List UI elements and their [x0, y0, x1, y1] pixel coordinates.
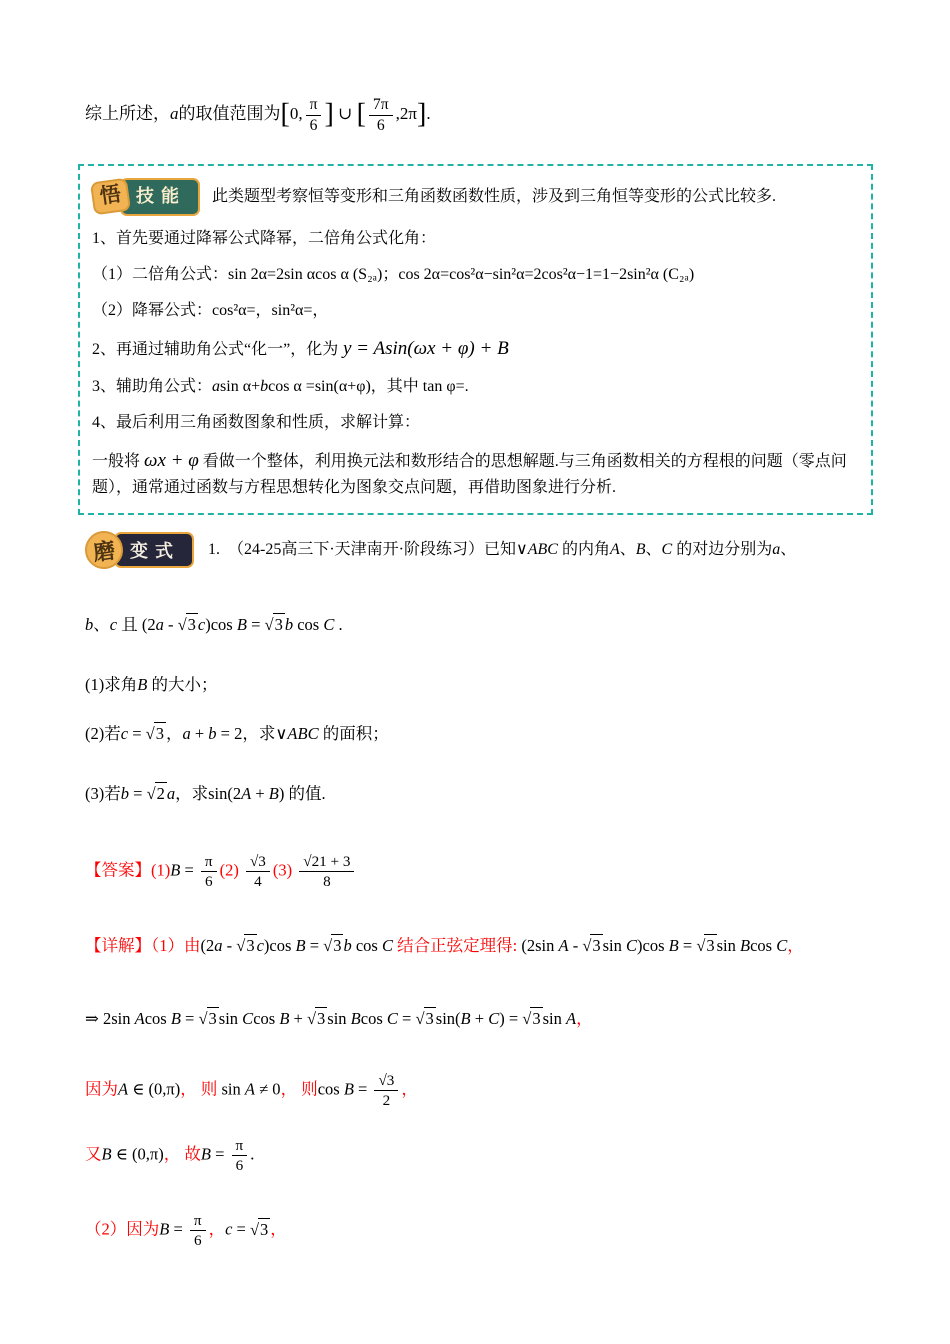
question-condition-line	[85, 613, 872, 636]
text-run: 看做一个整体，利用换元法和数形结合的思想解题.与三角函数相关的方程根的问题（零点问题），通常通过函数与方程思想转化为图象交点问题，再借助图象进行分析.	[92, 453, 847, 496]
text-run: =	[246, 614, 265, 634]
text-run: 3、辅助角公式：	[92, 377, 213, 395]
text-run: a	[155, 614, 164, 634]
skill-tips-box	[78, 164, 873, 515]
text-run: b	[208, 724, 217, 744]
solution-line-5	[85, 1212, 872, 1249]
text-run: ∨	[516, 540, 528, 558]
text-run: .	[250, 1144, 255, 1164]
text-run: B	[740, 935, 751, 955]
text-run: )	[278, 783, 285, 803]
text-run: sin	[218, 1009, 243, 1029]
text-run: B	[170, 1009, 181, 1029]
text-run: 一般将	[92, 453, 145, 471]
fraction: $\frac{\pi}{6}$	[201, 853, 217, 890]
variation-badge-label: 变式	[114, 532, 194, 568]
text-run: (2	[141, 614, 156, 634]
text-run: ≠ 0	[255, 1079, 281, 1099]
text-run: 1.	[208, 540, 228, 558]
text-run: -	[222, 935, 237, 955]
text-run: (3)	[272, 860, 297, 880]
sqrt-expression: √3	[415, 1007, 435, 1030]
text-run: b	[85, 614, 94, 634]
text-run: cos	[351, 935, 382, 955]
summary-line	[85, 96, 872, 134]
answer-line	[85, 853, 872, 890]
text-run: sin	[602, 935, 627, 955]
text-run: C	[776, 935, 788, 955]
text-run: 因为	[85, 1079, 118, 1099]
text-run: B	[350, 1009, 361, 1029]
text-run: B	[170, 860, 181, 880]
skill-line-1: 1、首先要通过降幂公式降幂，二倍角公式化角：	[92, 229, 437, 247]
variation-badge-icon: 磨	[83, 528, 126, 571]
text-run: 【答案】(1)	[85, 860, 171, 880]
text-run: （24-25高三下·天津南开·阶段练习）已知	[228, 540, 516, 558]
text-run: a	[166, 783, 176, 803]
fraction: $\frac{7\pi}{6}$	[369, 96, 393, 134]
text-run: ，	[787, 935, 804, 955]
text-run: c	[225, 1219, 233, 1239]
text-run: [	[356, 98, 366, 130]
text-run: (3)若	[85, 783, 121, 803]
text-run: cos	[293, 614, 324, 634]
text-run: C	[488, 1009, 500, 1029]
sqrt-expression: √3	[198, 1007, 218, 1030]
text-run: sin	[542, 1009, 566, 1029]
text-run: B	[635, 540, 646, 558]
text-run: B	[668, 935, 679, 955]
text-run: ABC	[527, 540, 558, 558]
text-run: 【详解】（1）由	[85, 935, 201, 955]
text-run: C	[242, 1009, 254, 1029]
skill-line-6: 4、最后利用三角函数图象和性质，求解计算：	[92, 413, 421, 431]
sqrt-expression: √3	[307, 1007, 327, 1030]
skill-intro-text: 此类题型考察恒等变形和三角函数函数性质，涉及到三角恒等变形的公式比较多.	[212, 187, 777, 205]
text-run: A	[609, 540, 620, 558]
text-run: ⇒ 2sin	[85, 1009, 135, 1029]
text-run: 2、再通过辅助角公式“化一”，化为	[92, 341, 339, 359]
text-run: A	[134, 1009, 145, 1029]
sqrt-expression: √2	[147, 782, 167, 805]
text-run: 综上所述，	[85, 103, 170, 123]
text-run: ， 则	[180, 1079, 222, 1099]
text-run: ∨	[275, 724, 288, 744]
text-run: B	[101, 1144, 112, 1164]
text-run: 的内角	[557, 540, 610, 558]
text-run: B	[137, 675, 148, 694]
text-run: A	[558, 935, 569, 955]
text-run: 结合正弦定理得:	[393, 935, 522, 955]
variation-badge	[85, 531, 194, 569]
text-run: a	[214, 935, 223, 955]
text-run: 的取值范围为	[178, 103, 281, 123]
sqrt-expression: √3	[323, 934, 343, 957]
text-run: =	[232, 1219, 250, 1239]
text-run: ，其中 tan φ=.	[370, 377, 469, 395]
text-run: ， 故	[163, 1144, 201, 1164]
text-run: ABC	[287, 724, 319, 744]
solution-line-1	[85, 934, 872, 957]
text-run: C	[381, 935, 393, 955]
text-run: cos	[144, 1009, 171, 1029]
text-run: y = Asin(ωx + φ) + B	[338, 338, 509, 360]
text-run: （2）因为	[85, 1219, 160, 1239]
skill-badge-icon: 悟	[90, 178, 131, 216]
text-run: +	[289, 1009, 307, 1029]
question-item-3	[85, 782, 872, 805]
text-run: 的对边分别为	[672, 540, 773, 558]
text-run: B	[268, 783, 279, 803]
text-run: A	[244, 1079, 255, 1099]
text-run: (2sin	[521, 935, 559, 955]
text-run: sin	[327, 1009, 351, 1029]
sqrt-expression: √3	[582, 934, 602, 957]
text-run: )cos	[637, 935, 669, 955]
text-run: =	[210, 1144, 229, 1164]
text-run: ，求	[242, 724, 276, 744]
text-run: a	[182, 724, 191, 744]
text-run: c	[109, 614, 118, 634]
text-run: =	[180, 860, 198, 880]
text-run: B	[200, 1144, 211, 1164]
text-run: )cos	[205, 614, 237, 634]
text-run: (2	[200, 935, 215, 955]
text-run: ,2π	[395, 103, 417, 123]
text-run: C	[661, 540, 673, 558]
sqrt-expression: √3	[236, 934, 256, 957]
fraction: $\frac{√21 + 3}{8}$	[299, 853, 354, 890]
fraction: $\frac{\pi}{6}$	[232, 1137, 248, 1174]
text-run: sin(2	[208, 783, 242, 803]
text-run: ∈ (0,π)	[128, 1079, 181, 1099]
solution-line-3	[85, 1072, 872, 1109]
text-run: cos	[253, 1009, 280, 1029]
text-run: B	[343, 1079, 354, 1099]
text-run: b	[120, 783, 129, 803]
text-run: (2)	[219, 860, 243, 880]
text-run: 且	[117, 614, 142, 634]
text-run: ，	[401, 1079, 418, 1099]
text-run: ωx + φ	[144, 450, 199, 472]
fraction: $\frac{\pi}{6}$	[306, 96, 322, 134]
text-run: -	[163, 614, 178, 634]
text-run: =	[180, 1009, 199, 1029]
sqrt-expression: √3	[146, 722, 166, 745]
text-run: ， 则	[280, 1079, 318, 1099]
text-run: a	[170, 103, 179, 123]
text-run: a	[212, 377, 221, 395]
text-run: cos	[360, 1009, 387, 1029]
text-run: 的面积；	[318, 724, 389, 744]
text-run: 、	[645, 540, 662, 558]
text-run: +	[470, 1009, 489, 1029]
text-run: 0,	[289, 103, 303, 123]
text-run: ]	[324, 98, 334, 130]
text-run: ) =	[499, 1009, 523, 1029]
text-run: ∪	[333, 103, 357, 123]
text-run: sin	[221, 1079, 245, 1099]
text-run: C	[323, 614, 335, 634]
text-run: B	[295, 935, 306, 955]
text-run: b	[284, 614, 294, 634]
text-run: b	[343, 935, 352, 955]
text-run: (1)求角	[85, 675, 138, 694]
skill-line-5	[92, 375, 855, 400]
solution-line-4	[85, 1137, 872, 1174]
text-run: [	[280, 98, 290, 130]
text-run: =	[305, 935, 324, 955]
text-run: ∈ (0,π)	[111, 1144, 164, 1164]
text-run: ，	[165, 724, 183, 744]
skill-line-3: （2）降幂公式：cos²α=，sin²α=，	[92, 301, 329, 319]
text-run: cos	[750, 935, 777, 955]
sqrt-expression: √3	[522, 1007, 542, 1030]
text-run: C	[626, 935, 638, 955]
text-run: +	[190, 724, 209, 744]
text-run: cos	[317, 1079, 344, 1099]
text-run: 的值.	[284, 783, 326, 803]
text-run: sin(	[435, 1009, 461, 1029]
sqrt-expression: √3	[250, 1218, 270, 1241]
skill-line-4	[92, 334, 855, 364]
text-run: c	[197, 614, 206, 634]
text-run: =	[129, 783, 147, 803]
text-run: ，	[208, 1219, 226, 1239]
text-run: 、	[780, 540, 797, 558]
text-run: = 2	[216, 724, 243, 744]
text-run: ，求	[175, 783, 209, 803]
text-run: =	[353, 1079, 372, 1099]
skill-badge	[92, 178, 200, 216]
text-run: .	[334, 614, 343, 634]
text-run: sin α+	[220, 377, 261, 395]
fraction: $\frac{√3}{4}$	[246, 853, 270, 890]
question-item-1	[85, 674, 872, 696]
text-run: (2)若	[85, 724, 121, 744]
text-run: =	[128, 724, 146, 744]
text-run: =	[397, 1009, 416, 1029]
text-run: A	[241, 783, 252, 803]
fraction: $\frac{\pi}{6}$	[190, 1212, 206, 1249]
question-item-2	[85, 722, 872, 745]
text-run: ]	[416, 98, 427, 130]
text-run: A	[565, 1009, 577, 1029]
sqrt-expression: √3	[696, 934, 716, 957]
skill-badge-label: 技能	[120, 178, 200, 216]
text-run: A	[118, 1079, 129, 1099]
skill-line-2: （1）二倍角公式：sin 2α=2sin αcos α (S₂ₐ)；cos 2α=cos²α−sin²α=2cos²α−1=1−2sin²α (C₂ₐ)	[92, 265, 695, 283]
text-run: B	[159, 1219, 170, 1239]
text-run: cos α =sin(α+φ)	[268, 377, 371, 395]
text-run: a	[772, 540, 781, 558]
text-run: )cos	[263, 935, 296, 955]
text-run: =	[678, 935, 697, 955]
fraction: $\frac{√3}{2}$	[374, 1072, 398, 1109]
skill-box-header	[92, 178, 855, 216]
text-run: sin	[716, 935, 741, 955]
text-run: +	[251, 783, 269, 803]
solution-line-2	[85, 1007, 872, 1030]
text-run: C	[386, 1009, 398, 1029]
text-run: .	[426, 103, 431, 123]
text-run: B	[279, 1009, 290, 1029]
text-run: =	[169, 1219, 187, 1239]
text-run: ，	[576, 1009, 593, 1029]
sqrt-expression: √3	[178, 613, 198, 636]
text-run: B	[460, 1009, 471, 1029]
skill-line-7	[92, 446, 855, 500]
text-run: 、	[619, 540, 636, 558]
question-intro-line	[208, 539, 796, 561]
text-run: c	[256, 935, 264, 955]
text-run: b	[260, 377, 269, 395]
text-run: 、	[93, 614, 110, 634]
text-run: 又	[85, 1144, 102, 1164]
text-run: 的大小；	[147, 675, 218, 694]
sqrt-expression: √3	[265, 613, 285, 636]
text-run: c	[120, 724, 129, 744]
text-run: B	[236, 614, 247, 634]
text-run: ，	[270, 1219, 287, 1239]
text-run: -	[568, 935, 583, 955]
variation-header	[85, 531, 872, 569]
